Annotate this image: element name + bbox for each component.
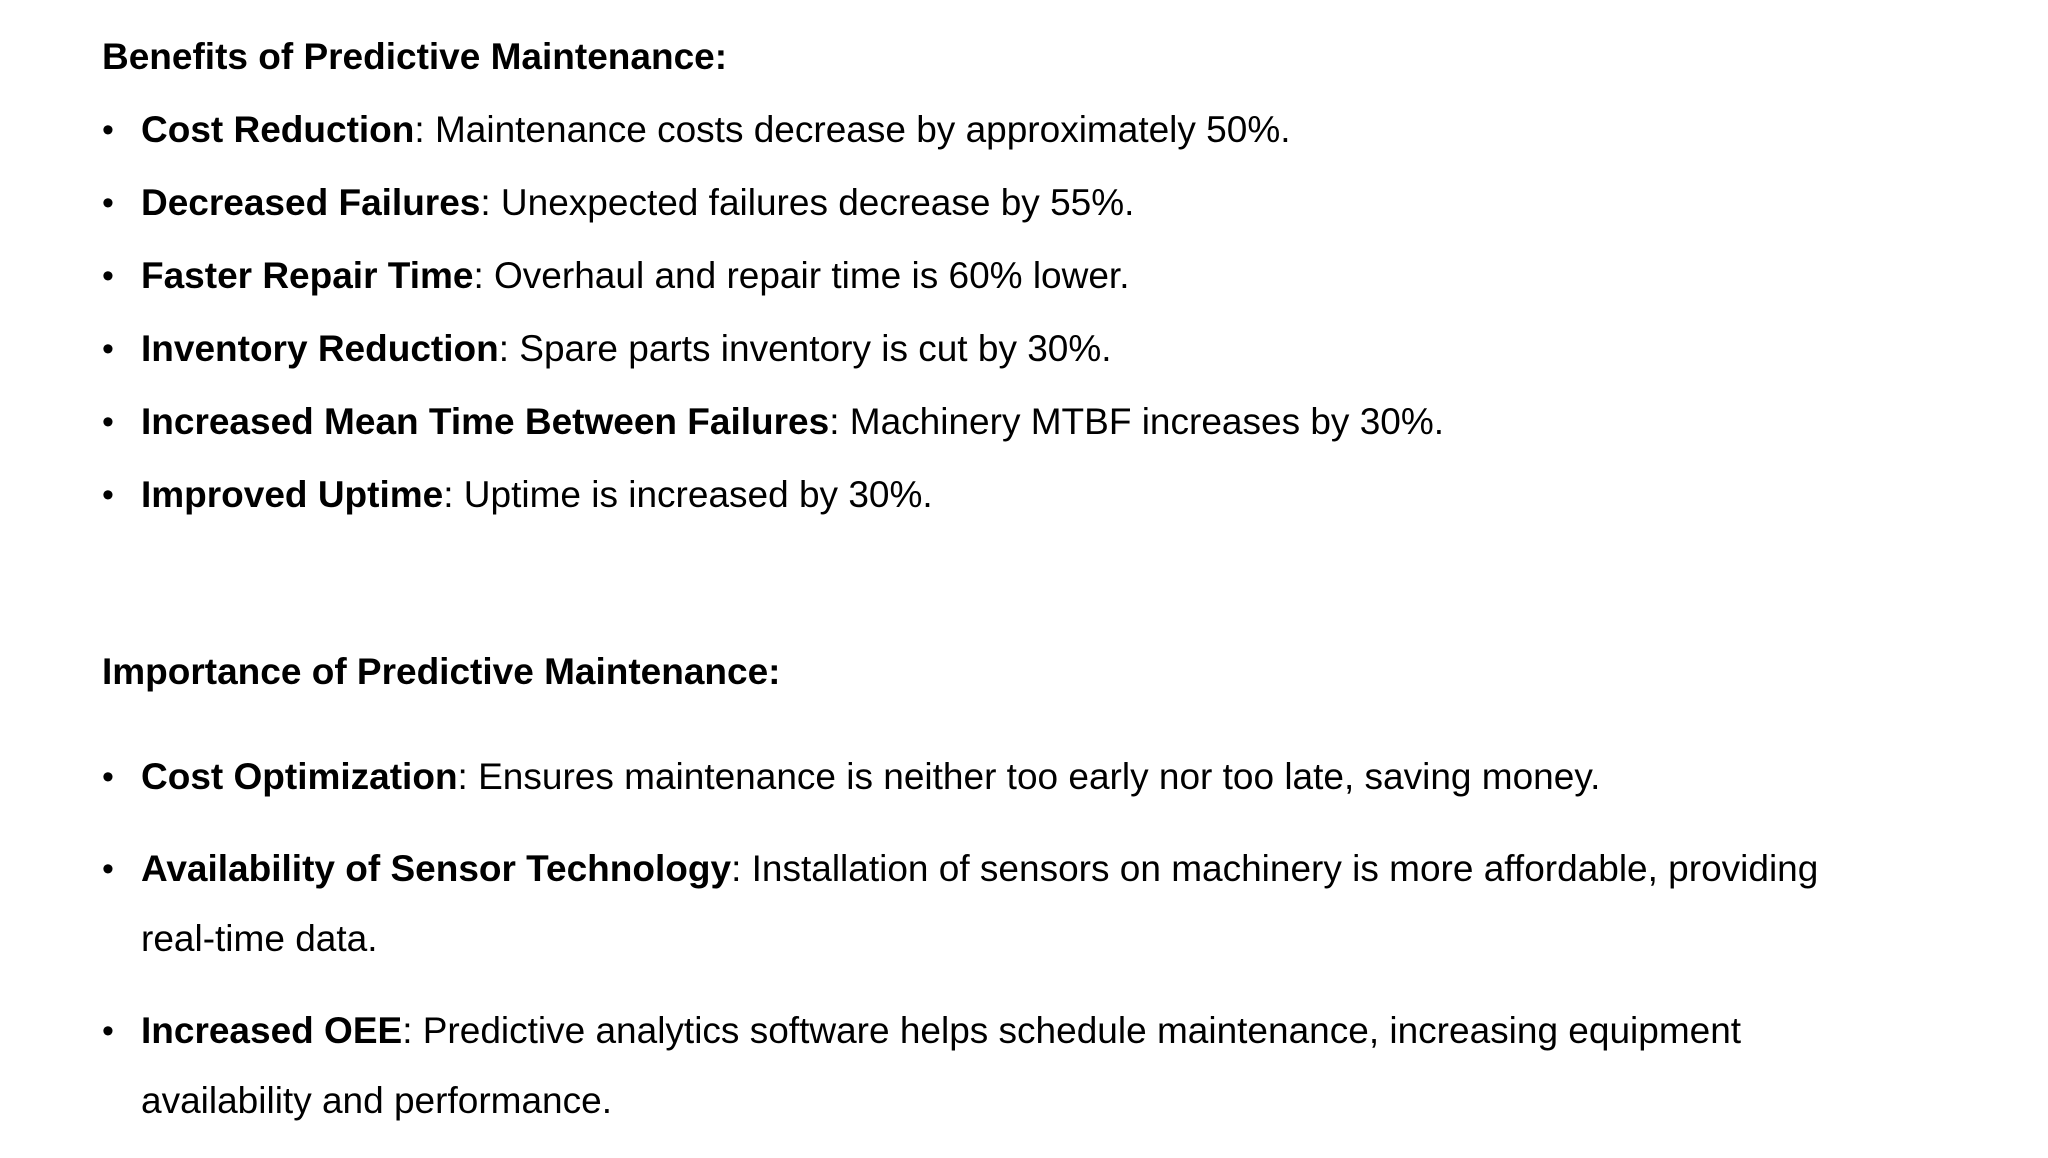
list-item-content — [141, 834, 1861, 974]
list-item-text: : Maintenance costs decrease by approximately 50%. — [414, 109, 1291, 150]
list-item-text: : Spare parts inventory is cut by 30%. — [498, 328, 1112, 369]
list-item-text: : Ensures maintenance is neither too early nor too late, saving money. — [457, 756, 1601, 797]
bullet-icon: • — [102, 758, 114, 796]
bullet-icon: • — [102, 111, 114, 149]
list-item-text: : Overhaul and repair time is 60% lower. — [473, 255, 1130, 296]
benefits-heading: Benefits of Predictive Maintenance: — [102, 36, 728, 77]
bullet-icon: • — [102, 1012, 114, 1050]
bullet-icon: • — [102, 476, 114, 514]
benefits-list — [102, 108, 1941, 546]
list-item — [102, 181, 1941, 254]
list-item-text: : Uptime is increased by 30%. — [443, 474, 933, 515]
list-item-term: Increased OEE — [141, 1010, 403, 1051]
importance-heading: Importance of Predictive Maintenance: — [102, 651, 781, 692]
bullet-icon: • — [102, 330, 114, 368]
list-item — [102, 742, 1901, 812]
list-item — [102, 473, 1941, 546]
list-item-term: Cost Optimization — [141, 756, 458, 797]
list-item-term: Cost Reduction — [141, 109, 415, 150]
bullet-icon: • — [102, 184, 114, 222]
list-item-term: Faster Repair Time — [141, 255, 474, 296]
list-item-content — [141, 996, 1861, 1136]
list-item — [102, 834, 1901, 974]
list-item-text: : Installation of sensors on machinery is more affordable, providing real-time data. — [141, 848, 1819, 959]
list-item-term: Improved Uptime — [141, 474, 444, 515]
document-page — [102, 0, 2002, 1152]
list-item-text: : Machinery MTBF increases by 30%. — [829, 401, 1445, 442]
list-item-text: : Unexpected failures decrease by 55%. — [480, 182, 1135, 223]
list-item-text: : Predictive analytics software helps schedule maintenance, increasing equipment availability and performance. — [141, 1010, 1742, 1121]
list-item — [102, 996, 1901, 1136]
list-item-term: Increased Mean Time Between Failures — [141, 401, 830, 442]
bullet-icon: • — [102, 257, 114, 295]
list-item-term: Availability of Sensor Technology — [141, 848, 732, 889]
list-item-content — [141, 742, 1861, 812]
bullet-icon: • — [102, 403, 114, 441]
list-item — [102, 254, 1941, 327]
list-item-term: Decreased Failures — [141, 182, 481, 223]
list-item — [102, 400, 1941, 473]
bullet-icon: • — [102, 850, 114, 888]
list-item — [102, 327, 1941, 400]
importance-list — [102, 742, 1901, 1158]
list-item — [102, 108, 1941, 181]
list-item-term: Inventory Reduction — [141, 328, 499, 369]
